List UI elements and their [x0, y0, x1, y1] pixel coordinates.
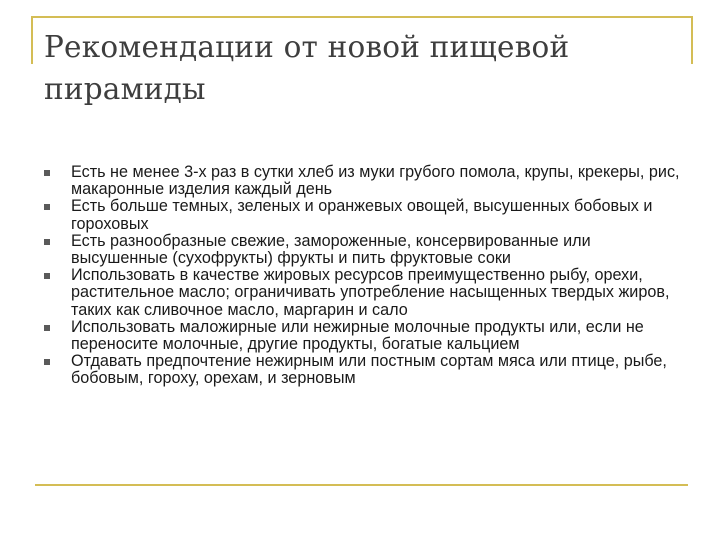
frame-bottom-line [35, 484, 688, 486]
bullet-item [44, 319, 684, 353]
bullet-text: Отдавать предпочтение нежирным или постным сортам мяса или птице, рыбе, бобовым, гороху, орехам, и зерновым [71, 352, 667, 388]
bullet-item [44, 233, 684, 267]
frame-left-line [31, 16, 33, 64]
square-bullet-icon [44, 359, 50, 365]
bullet-text: Есть больше темных, зеленых и оранжевых овощей, высушенных бобовых и гороховых [71, 197, 653, 233]
bullet-text: Есть не менее 3-х раз в сутки хлеб из муки грубого помола, крупы, крекеры, рис, макаронные изделия каждый день [71, 163, 680, 199]
square-bullet-icon [44, 204, 50, 210]
frame-top-line [31, 16, 693, 18]
frame-right-line [691, 16, 693, 64]
bullet-text: Использовать маложирные или нежирные молочные продукты или, если не переносите молочные, другие продукты, богатые кальцием [71, 317, 644, 354]
bullet-item [44, 267, 684, 319]
slide-title: Рекомендации от новой пищевой пирамиды [44, 30, 570, 106]
square-bullet-icon [44, 239, 50, 245]
square-bullet-icon [44, 170, 50, 176]
square-bullet-icon [44, 273, 50, 279]
square-bullet-icon [44, 325, 50, 331]
bullet-item [44, 198, 684, 232]
bullet-list [44, 164, 684, 388]
bullet-item [44, 164, 684, 198]
bullet-item [44, 353, 684, 387]
bullet-text: Использовать в качестве жировых ресурсов преимущественно рыбу, орехи, растительное масло; ограничивать употребление насыщенных твердых жиров, таких как сливочное масло, маргарин и сало [71, 266, 670, 319]
bullet-text: Есть разнообразные свежие, замороженные, консервированные или высушенные (сухофрукты) фрукты и пить фруктовые соки [71, 231, 591, 268]
